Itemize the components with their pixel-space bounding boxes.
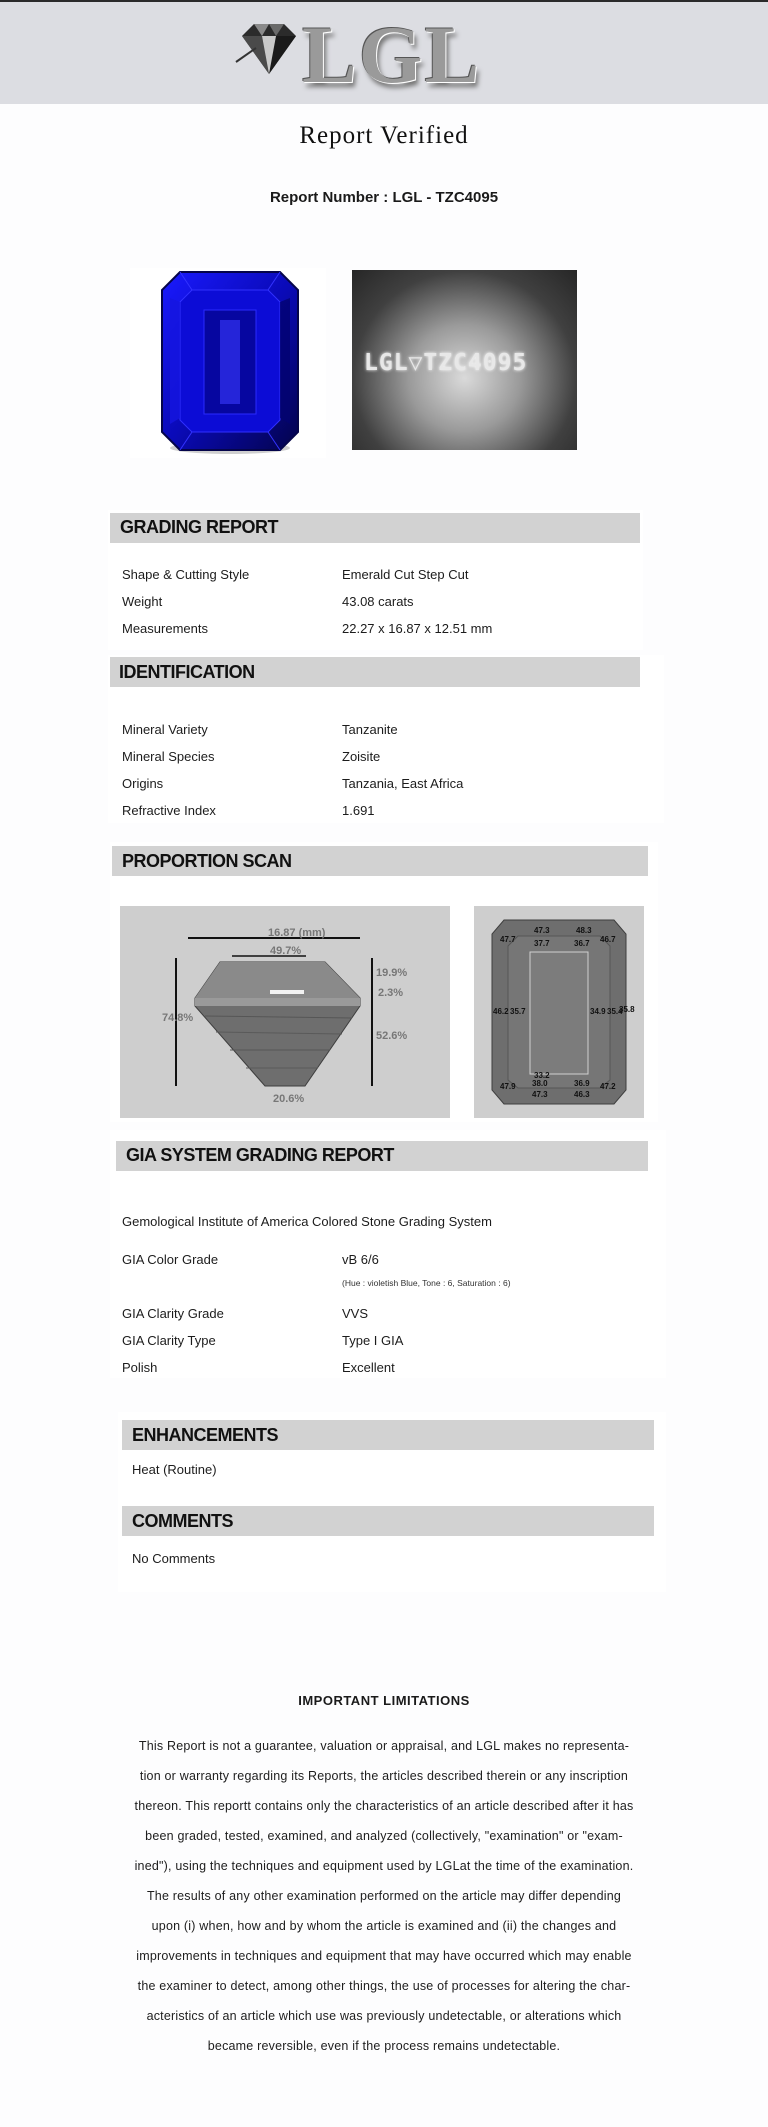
section-title: ENHANCEMENTS: [132, 1425, 279, 1445]
limitations-line: improvements in techniques and equipment that may have occurred which may enable: [136, 1949, 632, 1963]
row-label: Origins: [122, 776, 164, 791]
facet-label: 36.7: [574, 939, 590, 948]
laser-inscription-photo: [352, 270, 577, 450]
limitations-line: This Report is not a guarantee, valuation or appraisal, and LGL makes no representa-: [138, 1739, 630, 1753]
side-profile-diagram: [120, 906, 450, 1118]
limitations-line: tion or warranty regarding its Reports, the articles described therein or any inscription: [139, 1769, 629, 1783]
row-value: Tanzania, East Africa: [342, 776, 464, 791]
top-view-diagram: [474, 906, 644, 1118]
facet-label: 47.2: [600, 1082, 616, 1091]
report-number: Report Number : LGL - TZC4095: [269, 189, 499, 206]
section-title: COMMENTS: [132, 1511, 233, 1531]
row-label: Refractive Index: [122, 803, 216, 818]
row-value: Emerald Cut Step Cut: [342, 567, 469, 582]
facet-label: 47.7: [500, 935, 516, 944]
pavilion-label: 52.6%: [376, 1030, 408, 1042]
facet-label: 35.4: [607, 1007, 623, 1016]
identification-bar: [110, 657, 640, 687]
facet-label: 47.9: [500, 1082, 516, 1091]
row-value: Excellent: [342, 1360, 395, 1375]
row-label: Polish: [122, 1360, 158, 1375]
facet-label: 46.3: [574, 1090, 590, 1099]
facet-label: 35.8: [619, 1005, 635, 1014]
grading-report-bar: [110, 513, 640, 543]
row-value: 22.27 x 16.87 x 12.51 mm: [342, 621, 493, 636]
top-view-scan: [474, 906, 644, 1118]
facet-label: 37.7: [534, 939, 550, 948]
section-title: IDENTIFICATION: [119, 662, 255, 682]
row-value: VVS: [342, 1306, 369, 1321]
row-value: Zoisite: [342, 749, 381, 764]
facet-label: 48.3: [576, 926, 592, 935]
limitations-title: IMPORTANT LIMITATIONS: [298, 1693, 470, 1708]
diamond-logo-icon: [232, 18, 306, 78]
table-label: 49.7%: [270, 945, 302, 957]
facet-label: 33.2: [534, 1071, 550, 1080]
row-value: Tanzanite: [342, 722, 398, 737]
limitations-line: upon (i) when, how and by whom the article is examined and (ii) the changes and: [151, 1919, 617, 1933]
limitations-line: the examiner to detect, among other things, the use of processes for altering the char-: [137, 1979, 631, 1993]
girdle-label: 2.3%: [378, 987, 404, 999]
culet-label: 20.6%: [273, 1093, 305, 1105]
facet-label: 36.9: [574, 1079, 590, 1088]
emerald-cut-gem-image: [130, 268, 326, 458]
row-value: Type I GIA: [342, 1333, 404, 1348]
comments-bar: [122, 1506, 654, 1536]
row-label: Mineral Species: [122, 749, 215, 764]
facet-label: 38.0: [532, 1079, 548, 1088]
enhancements-bar: [122, 1420, 654, 1450]
gia-grading-bar: [116, 1141, 648, 1171]
crown-label: 19.9%: [376, 967, 408, 979]
section-title: GRADING REPORT: [120, 517, 279, 537]
row-value: 1.691: [342, 803, 375, 818]
row-label: Shape & Cutting Style: [122, 567, 250, 582]
page-title: Report Verified: [299, 122, 469, 149]
comments-value: No Comments: [132, 1551, 216, 1566]
row-value: 43.08 carats: [342, 594, 414, 609]
row-label: GIA Clarity Type: [122, 1333, 216, 1348]
facet-label: 46.7: [600, 935, 616, 944]
row-label: GIA Clarity Grade: [122, 1306, 224, 1321]
proportion-scan-bar: [112, 846, 648, 876]
facet-label: 47.3: [532, 1090, 548, 1099]
limitations-line: ined"), using the techniques and equipment used by LGLat the time of the examination.: [134, 1859, 634, 1873]
enhancements-value: Heat (Routine): [132, 1462, 217, 1477]
color-grade-note: (Hue : violetish Blue, Tone : 6, Saturation : 6): [342, 1278, 511, 1288]
facet-label: 47.3: [534, 926, 550, 935]
side-profile-scan: [120, 906, 450, 1118]
gia-system-subtitle: Gemological Institute of America Colored Stone Grading System: [122, 1214, 492, 1229]
row-label: Mineral Variety: [122, 722, 208, 737]
limitations-line: became reversible, even if the process remains undetectable.: [207, 2039, 561, 2053]
limitations-line: acteristics of an article which use was previously undetectable, or alterations which: [146, 2009, 622, 2023]
gemstone-photo: [130, 268, 326, 458]
facet-label: 46.2: [493, 1007, 509, 1016]
depth-label: 74.8%: [162, 1012, 194, 1024]
limitations-line: thereon. This reportt contains only the characteristics of an article described after it has: [134, 1799, 634, 1813]
header-banner: [0, 2, 768, 104]
section-title: PROPORTION SCAN: [122, 851, 292, 871]
limitations-line: The results of any other examination performed on the article may differ depending: [146, 1889, 622, 1903]
row-label: GIA Color Grade: [122, 1252, 219, 1267]
inscription-text: LGL▽TZC4095: [364, 350, 528, 376]
width-label: 16.87 (mm): [268, 927, 326, 939]
row-value: vB 6/6: [342, 1252, 379, 1267]
section-title: GIA SYSTEM GRADING REPORT: [126, 1145, 394, 1165]
facet-label: 34.9: [590, 1007, 606, 1016]
limitations-line: been graded, tested, examined, and analyzed (collectively, "examination" or "exam-: [145, 1829, 623, 1843]
row-label: Weight: [122, 594, 163, 609]
row-label: Measurements: [122, 621, 208, 636]
facet-label: 35.7: [510, 1007, 526, 1016]
logo-wordmark: LGL: [302, 9, 482, 100]
